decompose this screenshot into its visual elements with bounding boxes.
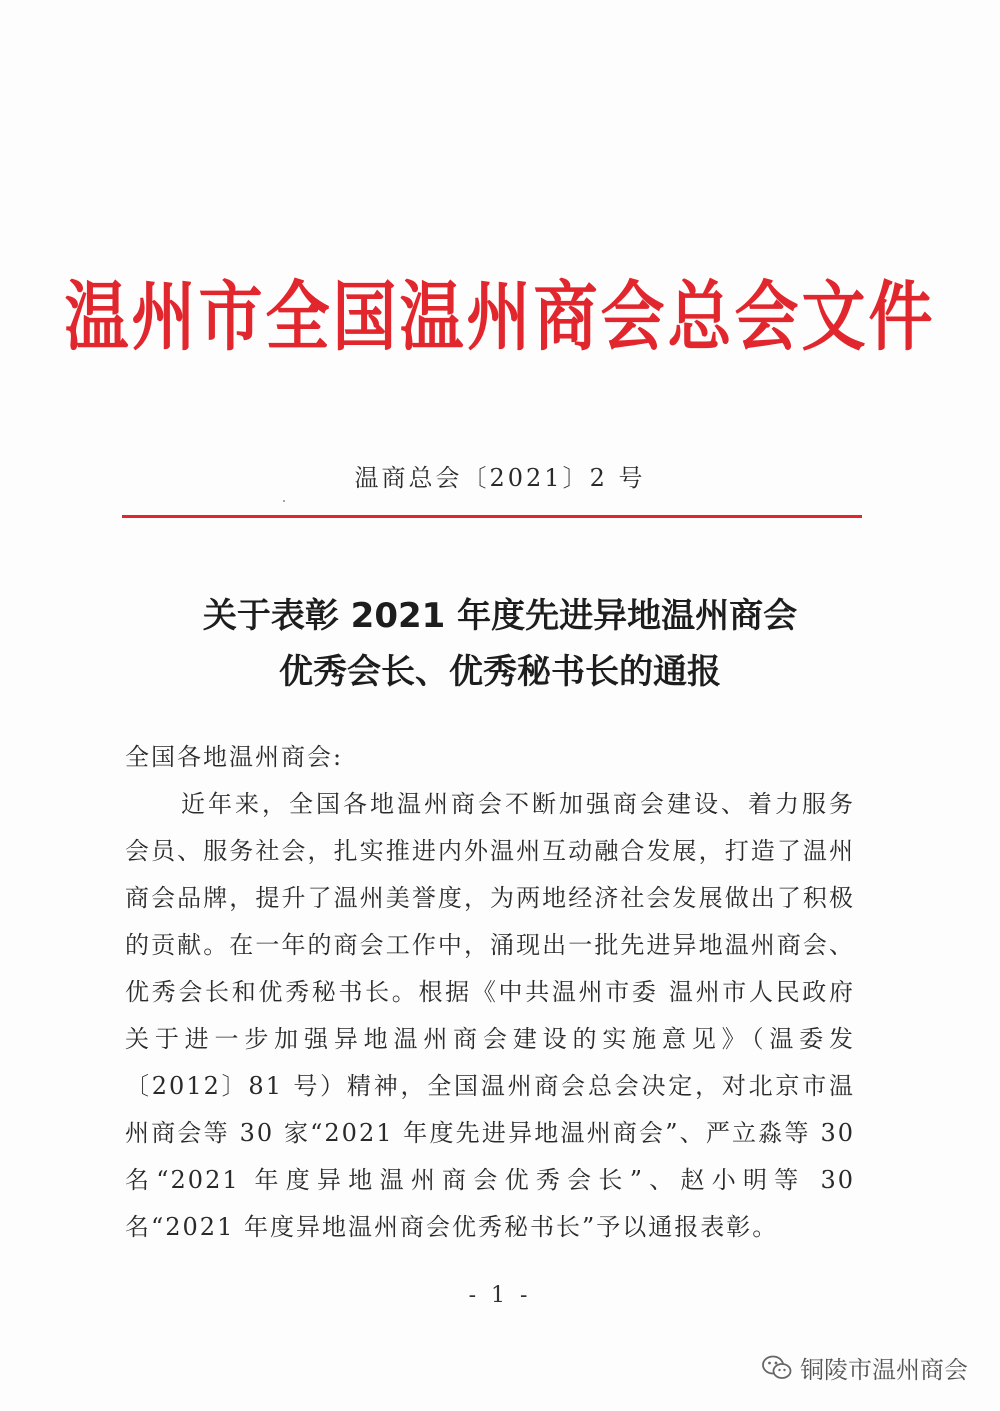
body-paragraph: 近年来，全国各地温州商会不断加强商会建设、着力服务会员、服务社会，扎实推进内外温州互动融合发展，打造了温州商会品牌，提升了温州美誉度，为两地经济社会发展做出了积极的贡献。在一年的商会工作中，涌现出一批先进异地温州商会、优秀会长和优秀秘书长。根据《中共温州市委 温州市人民政府关于进一步加强异地温州商会建设的实施意见》（温委发〔2012〕81 号）精神，全国温州商会总会决定，对北京市温州商会等 30 家“2021 年度先进异地温州商会”、严立淼等 30 名“2021 年度异地温州商会优秀会长”、赵小明等 30 名“2021 年度异地温州商会优秀秘书长”予以通报表彰。 [125,790,855,1241]
scan-speck [283,500,285,502]
title-line-1: 关于表彰 2021 年度先进异地温州商会 [202,596,798,636]
org-masthead-title: 温州市全国温州商会总会文件 [64,274,936,362]
title-line-2: 优秀会长、优秀秘书长的通报 [279,652,721,692]
document-number: 温商总会〔2021〕2 号 [354,464,646,492]
document-body [125,734,855,1251]
watermark-text: 铜陵市温州商会 [800,1356,968,1384]
wechat-icon [762,1355,792,1381]
red-divider-line [122,515,862,518]
document-title [0,588,1000,700]
salutation: 全国各地温州商会: [125,743,344,771]
source-watermark [762,1350,968,1385]
page-number: - 1 - [468,1283,532,1308]
